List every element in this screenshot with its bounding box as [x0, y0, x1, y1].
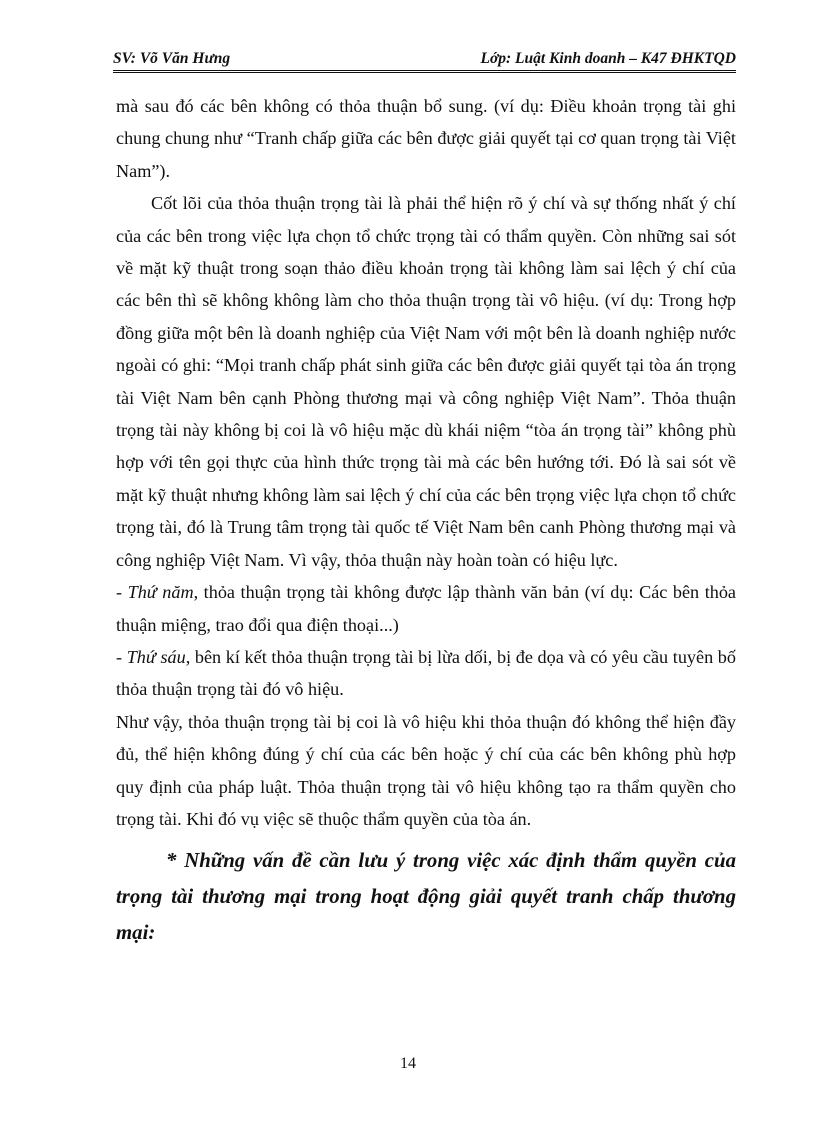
section-heading: * Những vấn đề cần lưu ý trong việc xác định thẩm quyền của trọng tài thương mại trong hoạt động giải quyết tranh chấp thương mại: — [116, 849, 736, 945]
header-student-name: SV: Võ Văn Hưng — [113, 50, 231, 67]
page-header — [113, 48, 736, 73]
header-class-info: Lớp: Luật Kinh doanh – K47 ĐHKTQD — [480, 50, 736, 67]
paragraph-3-prefix: - — [116, 582, 128, 603]
paragraph-4-prefix: - — [116, 646, 127, 667]
paragraph-4-text: , bên kí kết thỏa thuận trọng tài bị lừa dối, bị đe dọa và có yêu cầu tuyên bố thỏa thuận trọng tài đó vô hiệu. — [116, 646, 736, 700]
paragraph-5: Như vậy, thỏa thuận trọng tài bị coi là vô hiệu khi thỏa thuận đó không thể hiện đầy đủ, thể hiện không đúng ý chí của các bên hoặc ý chí của các bên không phù hợp quy định của pháp luật. Thỏa thuận trọng tài vô hiệu không tạo ra thẩm quyền cho trọng tài. Khi đó vụ việc sẽ thuộc thẩm quyền của tòa án. — [116, 711, 736, 829]
document-body — [116, 90, 736, 951]
paragraph-3-italic: Thứ năm — [127, 582, 194, 603]
paragraph-3-text: , thỏa thuận trọng tài không được lập thành văn bản (ví dụ: Các bên thỏa thuận miệng, trao đổi qua điện thoại...) — [116, 582, 737, 635]
paragraph-2: Cốt lõi của thỏa thuận trọng tài là phải thể hiện rõ ý chí và sự thống nhất ý chí của các bên trong việc lựa chọn tổ chức trọng tài có thẩm quyền. Còn những sai sót về mặt kỹ thuật trong soạn thảo điều khoản trọng tài không làm sai lệch ý chí của các bên thì sẽ không không làm cho thỏa thuận trọng tài vô hiệu. (ví dụ: Trong hợp đồng giữa một bên là doanh nghiệp của Việt Nam với một bên là doanh nghiệp nước ngoài có ghi: “Mọi tranh chấp phát sinh giữa các bên được giải quyết tại tòa án trọng tài Việt Nam bên cạnh Phòng thương mại và công nghiệp Việt Nam”. Thỏa thuận trọng tài này không bị coi là vô hiệu mặc dù khái niệm “tòa án trọng tài” không phù hợp với tên gọi thực của hình thức trọng tài mà các bên hướng tới. Đó là sai sót về mặt kỹ thuật nhưng không làm sai lệch ý chí của các bên trọng việc lựa chọn tổ chức trọng tài, đó là Trung tâm trọng tài quốc tế Việt Nam bên canh Phòng thương mại và công nghiệp Việt Nam. Vì vậy, thỏa thuận này hoàn toàn có hiệu lực. — [116, 193, 736, 570]
page-number: 14 — [400, 1055, 416, 1072]
paragraph-3 — [116, 576, 736, 641]
paragraph-1: mà sau đó các bên không có thỏa thuận bổ sung. (ví dụ: Điều khoản trọng tài ghi chung chung như “Tranh chấp giữa các bên được giải quyết tại cơ quan trọng tài Việt Nam”). — [116, 96, 736, 181]
paragraph-4 — [116, 641, 736, 706]
paragraph-4-italic: Thứ sáu — [126, 646, 186, 667]
